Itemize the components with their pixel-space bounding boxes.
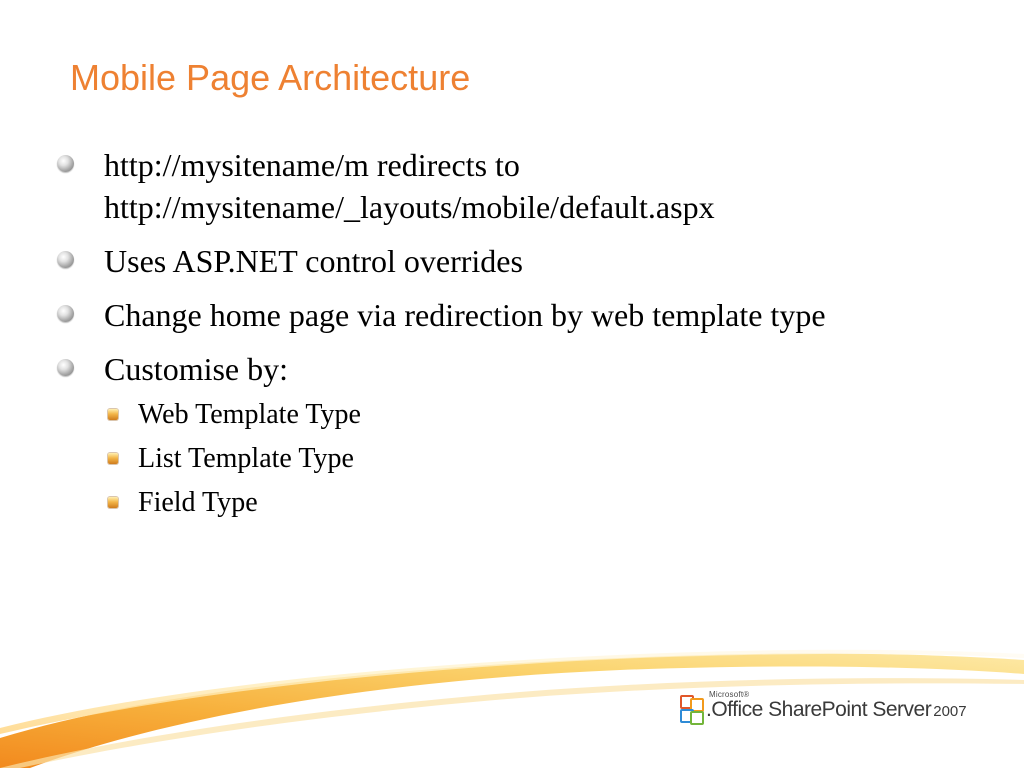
sub-bullet-item: [101, 396, 953, 434]
bullet-item: [56, 348, 956, 522]
bullet-text: Uses ASP.NET control overrides: [104, 243, 523, 279]
sub-bullet-item: [101, 440, 953, 478]
logo-microsoft-label: Microsoft®: [709, 690, 750, 699]
sub-bullet-text: List Template Type: [138, 443, 354, 474]
sub-bullet-text: Web Template Type: [138, 399, 361, 430]
sub-bullet-square-icon: [108, 497, 118, 508]
bullet-text: Change home page via redirection by web template type: [104, 297, 826, 333]
bullet-dot-icon: [57, 251, 74, 268]
logo-year: 2007: [933, 703, 967, 720]
bullet-item: [56, 240, 956, 282]
bullet-dot-icon: [57, 305, 74, 322]
slide-title: Mobile Page Architecture: [70, 57, 471, 98]
bullet-text: http://mysitename/m redirects to http://mysitename/_layouts/mobile/default.aspx: [104, 147, 715, 225]
sub-bullet-item: [101, 484, 953, 522]
logo-product-name: .Office SharePoint Server: [706, 698, 932, 721]
bullet-item: [56, 144, 956, 228]
bullet-list: [56, 144, 956, 534]
office-logo-icon: [680, 695, 704, 725]
sharepoint-logo: [680, 690, 967, 730]
bullet-dot-icon: [57, 155, 74, 172]
bullet-text: Customise by:: [104, 351, 289, 387]
sub-bullet-text: Field Type: [138, 487, 258, 518]
logo-wordmark: [706, 690, 967, 722]
sub-bullet-list: [104, 396, 956, 522]
bullet-item: [56, 294, 956, 336]
sub-bullet-square-icon: [108, 409, 118, 420]
sub-bullet-square-icon: [108, 453, 118, 464]
bullet-dot-icon: [57, 359, 74, 376]
